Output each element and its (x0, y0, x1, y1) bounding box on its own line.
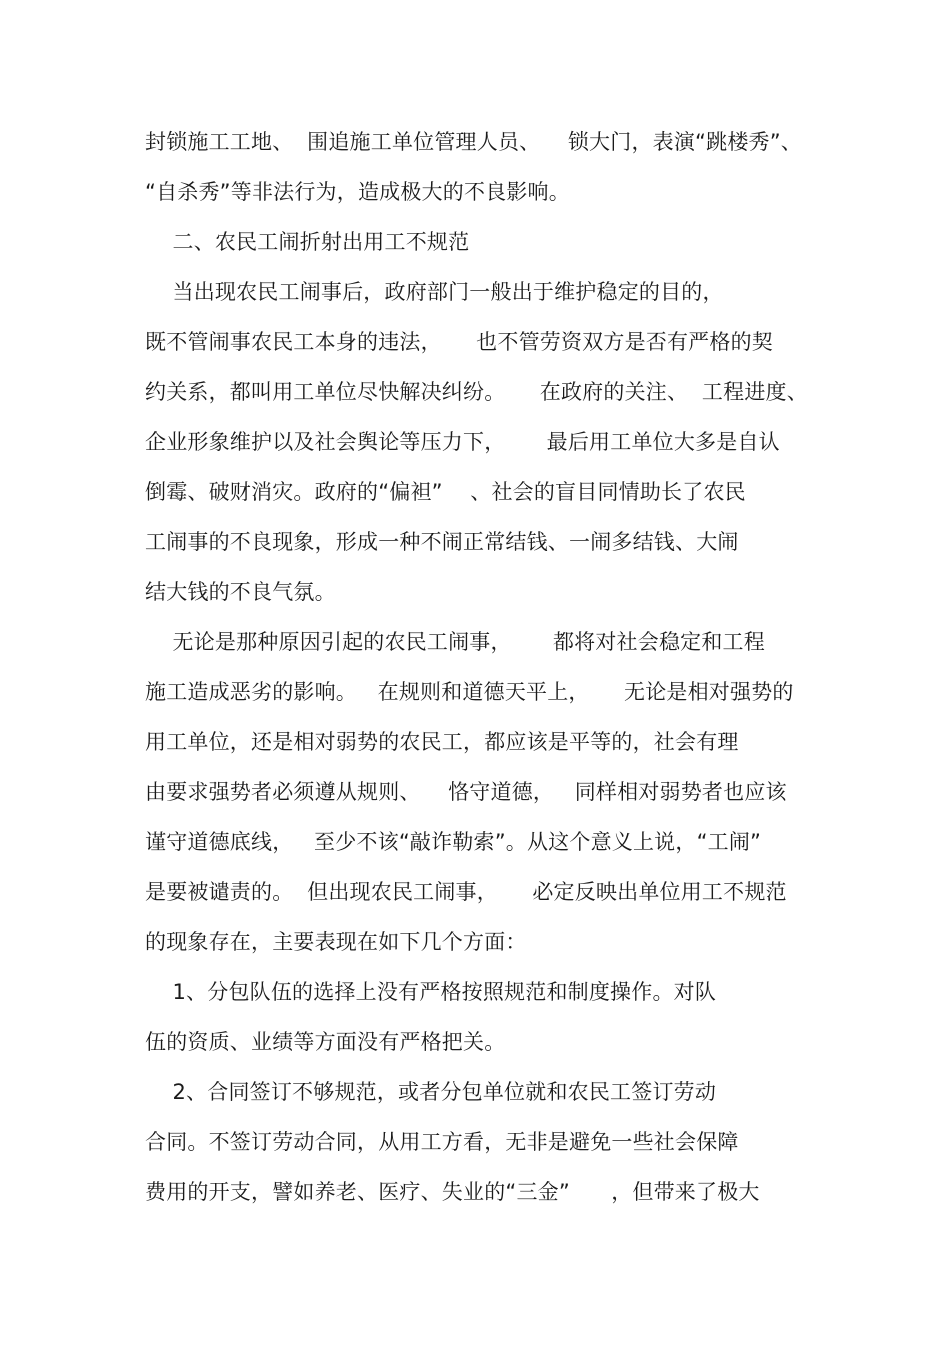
text-line: 当出现农民工闹事后，政府部门一般出于维护稳定的目的， (145, 280, 724, 304)
list-item-1: 1、分包队伍的选择上没有严格按照规范和制度操作。对队 (145, 980, 717, 1004)
text-line: 伍的资质、业绩等方面没有严格把关。 (145, 1030, 506, 1054)
text-line: 倒霉、破财消灾。政府的“偏袒” 、社会的盲目同情助长了农民 (145, 480, 746, 504)
text-line: 工闹事的不良现象，形成一种不闹正常结钱、一闹多结钱、大闹 (145, 530, 739, 554)
text-line: 费用的开支，譬如养老、医疗、失业的“三金” ，但带来了极大 (145, 1180, 760, 1204)
text-line: 由要求强势者必须遵从规则、 恪守道德， 同样相对弱势者也应该 (145, 780, 787, 804)
text-line: 用工单位，还是相对弱势的农民工，都应该是平等的，社会有理 (145, 730, 739, 754)
text-line: 合同。不签订劳动合同，从用工方看，无非是避免一些社会保障 (145, 1130, 739, 1154)
text-line: 企业形象维护以及社会舆论等压力下， 最后用工单位大多是自认 (145, 430, 780, 454)
text-line: 谨守道德底线， 至少不该“敲诈勒索”。从这个意义上说，“工闹” (145, 830, 762, 854)
text-line: 约关系，都叫用工单位尽快解决纠纷。 在政府的关注、 工程进度、 (145, 380, 808, 404)
text-line: “自杀秀”等非法行为，造成极大的不良影响。 (145, 180, 570, 204)
text-line: 的现象存在，主要表现在如下几个方面： (145, 930, 527, 954)
text-line: 既不管闹事农民工本身的违法， 也不管劳资双方是否有严格的契 (145, 330, 773, 354)
text-line: 施工造成恶劣的影响。 在规则和道德天平上， 无论是相对强势的 (145, 680, 794, 704)
text-line: 结大钱的不良气氛。 (145, 580, 336, 604)
text-line: 封锁施工工地、 围追施工单位管理人员、 锁大门，表演“跳楼秀”、 (145, 130, 803, 154)
section-heading: 二、农民工闹折射出用工不规范 (145, 230, 470, 254)
text-line: 无论是那种原因引起的农民工闹事， 都将对社会稳定和工程 (145, 630, 765, 654)
list-item-2: 2、合同签订不够规范，或者分包单位就和农民工签订劳动 (145, 1080, 717, 1104)
text-line: 是要被谴责的。 但出现农民工闹事， 必定反映出单位用工不规范 (145, 880, 787, 904)
